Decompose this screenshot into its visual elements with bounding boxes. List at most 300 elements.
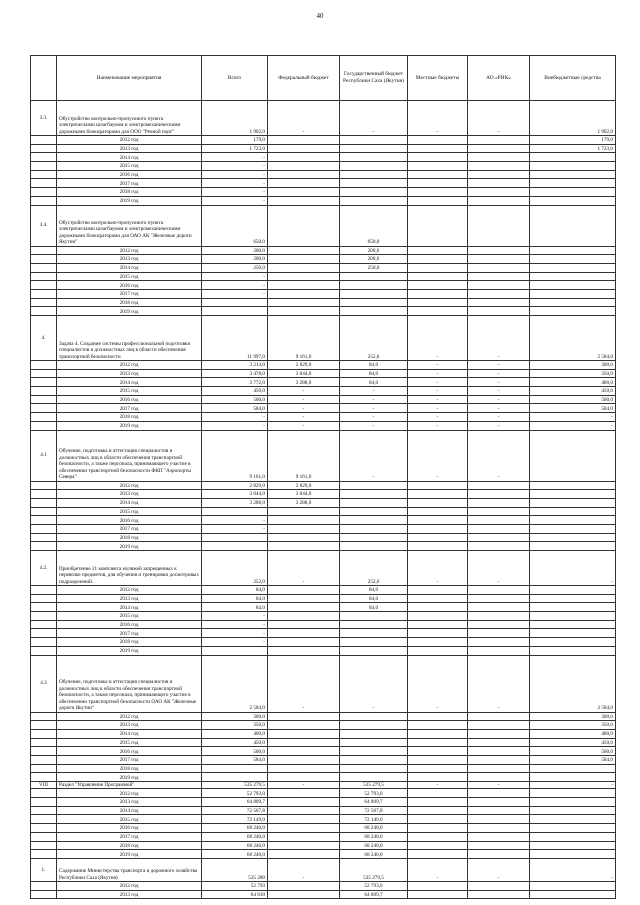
cell-rik — [468, 246, 530, 255]
cell-federal: - — [268, 101, 340, 136]
cell-federal: 3 044,0 — [268, 490, 340, 499]
header-number — [31, 56, 57, 101]
cell-rik — [468, 841, 530, 850]
cell-extra — [530, 890, 616, 899]
cell-local: - — [408, 101, 468, 136]
cell-extra: 2 584,0 — [530, 316, 616, 361]
cell-local: - — [408, 395, 468, 404]
cell-republic: 52 793,0 — [340, 789, 408, 798]
cell-republic — [340, 712, 408, 721]
year-row — [31, 890, 616, 899]
cell-total: 2 584,0 — [202, 655, 268, 712]
cell-extra — [530, 850, 616, 859]
cell-rik: - — [468, 369, 530, 378]
section-row — [31, 782, 616, 789]
cell-local: - — [408, 421, 468, 430]
cell-activity: 2013 год — [57, 721, 202, 730]
cell-activity: 2015 год — [57, 272, 202, 281]
cell-extra — [530, 798, 616, 807]
cell-extra — [530, 162, 616, 171]
cell-rik — [468, 612, 530, 621]
cell-number — [31, 413, 57, 422]
header-rik: АО «РИК» — [468, 56, 530, 101]
cell-rik — [468, 533, 530, 542]
cell-republic — [340, 136, 408, 145]
cell-total: - — [202, 524, 268, 533]
cell-activity: 2014 год — [57, 729, 202, 738]
cell-activity: 2014 год — [57, 806, 202, 815]
cell-federal — [268, 729, 340, 738]
cell-number — [31, 773, 57, 782]
cell-rik — [468, 815, 530, 824]
cell-local — [408, 246, 468, 255]
cell-extra: 500,0 — [530, 395, 616, 404]
cell-local — [408, 263, 468, 272]
cell-extra: - — [530, 421, 616, 430]
cell-total: - — [202, 413, 268, 422]
cell-extra: 400,0 — [530, 729, 616, 738]
cell-rik — [468, 162, 530, 171]
cell-republic: - — [340, 655, 408, 712]
cell-rik — [468, 524, 530, 533]
cell-local — [408, 516, 468, 525]
cell-total: 535 279,5 — [202, 782, 268, 789]
cell-local — [408, 612, 468, 621]
cell-rik — [468, 824, 530, 833]
cell-federal — [268, 170, 340, 179]
cell-federal: - — [268, 551, 340, 586]
cell-extra — [530, 603, 616, 612]
cell-number — [31, 841, 57, 850]
cell-total: 1 723,0 — [202, 144, 268, 153]
header-extra: Внебюджетные средства — [530, 56, 616, 101]
year-row — [31, 721, 616, 730]
year-row — [31, 798, 616, 807]
cell-number — [31, 638, 57, 647]
cell-federal — [268, 153, 340, 162]
cell-federal — [268, 721, 340, 730]
cell-extra — [530, 533, 616, 542]
cell-total: 52 793,0 — [202, 789, 268, 798]
cell-activity: 2012 год — [57, 586, 202, 595]
cell-activity: 2018 год — [57, 841, 202, 850]
cell-total: 84,0 — [202, 594, 268, 603]
cell-republic: 84,0 — [340, 361, 408, 370]
cell-federal: 3 288,0 — [268, 378, 340, 387]
year-row — [31, 272, 616, 281]
cell-number — [31, 764, 57, 773]
cell-rik: - — [468, 413, 530, 422]
cell-activity: 2015 год — [57, 612, 202, 621]
cell-rik — [468, 263, 530, 272]
year-row — [31, 413, 616, 422]
cell-activity: Обучение, подготовка и аттестация специалистов и должностных лиц в области обеспечения транспортной безопасности, а также персонала, принимающего участие в обеспечении транспортной безопасности ОАО АК "Железные дороги Якутии" — [57, 655, 202, 712]
cell-number — [31, 490, 57, 499]
cell-republic: 200,0 — [340, 255, 408, 264]
cell-local — [408, 498, 468, 507]
cell-total — [202, 533, 268, 542]
cell-republic: 52 793,0 — [340, 881, 408, 890]
cell-local: - — [408, 551, 468, 586]
cell-federal — [268, 832, 340, 841]
cell-republic — [340, 281, 408, 290]
cell-local — [408, 638, 468, 647]
cell-local — [408, 542, 468, 551]
year-row — [31, 281, 616, 290]
cell-republic — [340, 646, 408, 655]
cell-extra — [530, 612, 616, 621]
cell-local: - — [408, 430, 468, 481]
table-header-row — [31, 56, 616, 101]
cell-federal — [268, 144, 340, 153]
cell-rik — [468, 298, 530, 307]
cell-total: - — [202, 196, 268, 205]
cell-total: 450,0 — [202, 738, 268, 747]
cell-extra — [530, 646, 616, 655]
year-row — [31, 490, 616, 499]
cell-rik — [468, 516, 530, 525]
year-row — [31, 481, 616, 490]
cell-activity: 2014 год — [57, 603, 202, 612]
cell-federal: - — [268, 387, 340, 396]
cell-activity: 2015 год — [57, 162, 202, 171]
cell-republic — [340, 620, 408, 629]
cell-rik — [468, 850, 530, 859]
cell-federal — [268, 289, 340, 298]
cell-activity: 2012 год — [57, 789, 202, 798]
cell-activity: Обучение, подготовка и аттестация специалистов и должностных лиц в области обеспечения транспортной безопасности, а также персонала, принимающего участие в обеспечении транспортной безопасности ФКП "Аэропорты Севера" — [57, 430, 202, 481]
header-local: Местные бюджеты — [408, 56, 468, 101]
cell-rik — [468, 721, 530, 730]
cell-rik: - — [468, 378, 530, 387]
year-row — [31, 747, 616, 756]
cell-local — [408, 179, 468, 188]
year-row — [31, 612, 616, 621]
cell-federal: - — [268, 404, 340, 413]
cell-republic — [340, 498, 408, 507]
cell-total: 3 478,0 — [202, 369, 268, 378]
cell-rik — [468, 289, 530, 298]
cell-federal — [268, 205, 340, 246]
cell-rik: - — [468, 655, 530, 712]
cell-activity: 2017 год — [57, 755, 202, 764]
cell-federal — [268, 850, 340, 859]
cell-local — [408, 594, 468, 603]
cell-rik: - — [468, 316, 530, 361]
cell-republic — [340, 188, 408, 197]
cell-rik — [468, 179, 530, 188]
cell-extra — [530, 516, 616, 525]
cell-number — [31, 729, 57, 738]
cell-activity: 2017 год — [57, 289, 202, 298]
cell-total: - — [202, 629, 268, 638]
cell-activity: Раздел "Управление Программой" — [57, 782, 202, 789]
year-row — [31, 307, 616, 316]
cell-number — [31, 298, 57, 307]
cell-number — [31, 263, 57, 272]
year-row — [31, 516, 616, 525]
cell-rik — [468, 890, 530, 899]
year-row — [31, 603, 616, 612]
cell-local: - — [408, 316, 468, 361]
cell-extra — [530, 881, 616, 890]
cell-activity: Обустройство контрольно-пропускного пункта электрическими шлагбаумом и электромеханическими дорожными блокираторами для ОАО АК "Железные дороги Якутии" — [57, 205, 202, 246]
cell-republic — [340, 738, 408, 747]
cell-number — [31, 603, 57, 612]
cell-extra — [530, 806, 616, 815]
cell-number — [31, 646, 57, 655]
cell-federal: - — [268, 655, 340, 712]
year-row — [31, 361, 616, 370]
cell-extra — [530, 507, 616, 516]
cell-extra — [530, 281, 616, 290]
cell-rik — [468, 507, 530, 516]
cell-federal — [268, 638, 340, 647]
cell-number — [31, 162, 57, 171]
cell-rik — [468, 747, 530, 756]
cell-activity: 2012 год — [57, 712, 202, 721]
cell-total: 68 240,0 — [202, 841, 268, 850]
cell-extra — [530, 841, 616, 850]
cell-republic — [340, 773, 408, 782]
cell-activity: 2019 год — [57, 773, 202, 782]
cell-rik — [468, 729, 530, 738]
year-row — [31, 144, 616, 153]
cell-rik — [468, 603, 530, 612]
cell-extra — [530, 255, 616, 264]
cell-number — [31, 170, 57, 179]
cell-total: - — [202, 612, 268, 621]
cell-extra — [530, 170, 616, 179]
year-row — [31, 764, 616, 773]
cell-total: - — [202, 421, 268, 430]
cell-federal: 3 044,0 — [268, 369, 340, 378]
cell-extra: 1 902,0 — [530, 101, 616, 136]
cell-activity: 2019 год — [57, 307, 202, 316]
cell-activity: 2014 год — [57, 263, 202, 272]
year-row — [31, 246, 616, 255]
item-row — [31, 101, 616, 136]
cell-republic: 84,0 — [340, 378, 408, 387]
cell-extra — [530, 289, 616, 298]
cell-activity: 2012 год — [57, 246, 202, 255]
cell-extra: 2 584,0 — [530, 655, 616, 712]
cell-number — [31, 612, 57, 621]
cell-local — [408, 712, 468, 721]
year-row — [31, 620, 616, 629]
year-row — [31, 629, 616, 638]
cell-federal — [268, 747, 340, 756]
cell-number — [31, 136, 57, 145]
year-row — [31, 298, 616, 307]
cell-activity: 2018 год — [57, 764, 202, 773]
cell-total: 68 240,0 — [202, 850, 268, 859]
cell-extra — [530, 490, 616, 499]
cell-activity: 2019 год — [57, 421, 202, 430]
cell-rik — [468, 542, 530, 551]
cell-total: 72 567,8 — [202, 806, 268, 815]
cell-total — [202, 307, 268, 316]
cell-extra — [530, 481, 616, 490]
cell-republic — [340, 638, 408, 647]
cell-extra: - — [530, 858, 616, 881]
cell-activity: 2016 год — [57, 516, 202, 525]
cell-local: - — [408, 369, 468, 378]
cell-total: 179,0 — [202, 136, 268, 145]
cell-number — [31, 542, 57, 551]
cell-total: 3 044,0 — [202, 490, 268, 499]
cell-federal — [268, 712, 340, 721]
cell-rik: - — [468, 782, 530, 789]
cell-activity: 2017 год — [57, 179, 202, 188]
cell-rik: - — [468, 404, 530, 413]
cell-federal — [268, 507, 340, 516]
cell-republic: 68 240,0 — [340, 824, 408, 833]
cell-activity: 2018 год — [57, 188, 202, 197]
cell-local — [408, 629, 468, 638]
item-row — [31, 655, 616, 712]
cell-activity: 2018 год — [57, 298, 202, 307]
year-row — [31, 789, 616, 798]
cell-republic — [340, 153, 408, 162]
header-activity: Наименование мероприятия — [57, 56, 202, 101]
year-row — [31, 378, 616, 387]
cell-extra — [530, 773, 616, 782]
cell-federal — [268, 524, 340, 533]
year-row — [31, 387, 616, 396]
cell-activity: 2017 год — [57, 524, 202, 533]
cell-republic — [340, 481, 408, 490]
cell-rik — [468, 255, 530, 264]
cell-extra — [530, 272, 616, 281]
cell-extra: 500,0 — [530, 747, 616, 756]
cell-republic — [340, 542, 408, 551]
cell-extra — [530, 586, 616, 595]
page-number: 40 — [316, 12, 324, 20]
cell-local — [408, 205, 468, 246]
cell-local — [408, 789, 468, 798]
cell-extra — [530, 298, 616, 307]
cell-rik — [468, 764, 530, 773]
cell-local — [408, 281, 468, 290]
year-row — [31, 369, 616, 378]
cell-rik: - — [468, 101, 530, 136]
cell-rik: - — [468, 551, 530, 586]
cell-rik — [468, 620, 530, 629]
cell-total: 350,0 — [202, 721, 268, 730]
cell-total: 2 829,0 — [202, 481, 268, 490]
cell-republic: 650,0 — [340, 205, 408, 246]
cell-activity: 2012 год — [57, 361, 202, 370]
cell-extra: - — [530, 551, 616, 586]
cell-republic — [340, 179, 408, 188]
cell-federal — [268, 764, 340, 773]
cell-total: 3 772,0 — [202, 378, 268, 387]
cell-number — [31, 153, 57, 162]
cell-number — [31, 747, 57, 756]
cell-rik — [468, 196, 530, 205]
cell-republic — [340, 162, 408, 171]
cell-extra — [530, 764, 616, 773]
cell-federal: 3 288,0 — [268, 498, 340, 507]
year-row — [31, 255, 616, 264]
cell-total — [202, 542, 268, 551]
budget-table — [30, 55, 616, 899]
cell-extra: 300,0 — [530, 361, 616, 370]
cell-federal: 2 829,0 — [268, 481, 340, 490]
cell-total: 300,0 — [202, 712, 268, 721]
cell-activity: Обустройство контрольно-пропускного пункта электрическими шлагбаумом и электромеханическими дорожными блокираторами для ООО "Речной порт" — [57, 101, 202, 136]
cell-federal — [268, 603, 340, 612]
cell-total: 84,0 — [202, 603, 268, 612]
cell-local: - — [408, 404, 468, 413]
cell-republic: - — [340, 387, 408, 396]
cell-number — [31, 516, 57, 525]
cell-rik — [468, 646, 530, 655]
cell-local — [408, 881, 468, 890]
cell-activity: 2012 год — [57, 136, 202, 145]
cell-activity: 2015 год — [57, 815, 202, 824]
cell-rik — [468, 832, 530, 841]
cell-total — [202, 764, 268, 773]
cell-local: - — [408, 782, 468, 789]
cell-extra: 450,0 — [530, 738, 616, 747]
cell-local — [408, 307, 468, 316]
cell-local — [408, 144, 468, 153]
cell-federal — [268, 533, 340, 542]
cell-total: 3 288,0 — [202, 498, 268, 507]
cell-republic — [340, 612, 408, 621]
cell-rik — [468, 153, 530, 162]
cell-republic: 68 240,0 — [340, 832, 408, 841]
cell-activity: 2019 год — [57, 850, 202, 859]
cell-rik — [468, 498, 530, 507]
cell-number — [31, 188, 57, 197]
cell-activity: 2016 год — [57, 824, 202, 833]
cell-activity: 2017 год — [57, 404, 202, 413]
cell-republic: 68 240,0 — [340, 850, 408, 859]
cell-activity: 2013 год — [57, 144, 202, 153]
cell-local — [408, 815, 468, 824]
year-row — [31, 263, 616, 272]
cell-extra: - — [530, 782, 616, 789]
cell-activity: 2019 год — [57, 542, 202, 551]
cell-republic — [340, 721, 408, 730]
cell-number — [31, 850, 57, 859]
cell-federal: 2 829,0 — [268, 361, 340, 370]
cell-local — [408, 798, 468, 807]
cell-federal — [268, 516, 340, 525]
cell-local: - — [408, 655, 468, 712]
cell-number: 4.2. — [31, 551, 57, 586]
cell-republic — [340, 307, 408, 316]
cell-extra — [530, 815, 616, 824]
cell-extra: 350,0 — [530, 369, 616, 378]
cell-number — [31, 798, 57, 807]
cell-federal — [268, 881, 340, 890]
cell-rik — [468, 586, 530, 595]
cell-activity: 2018 год — [57, 413, 202, 422]
cell-rik — [468, 806, 530, 815]
year-row — [31, 881, 616, 890]
cell-extra — [530, 153, 616, 162]
cell-federal — [268, 162, 340, 171]
cell-rik — [468, 170, 530, 179]
cell-extra: 300,0 — [530, 712, 616, 721]
cell-federal — [268, 773, 340, 782]
cell-republic — [340, 629, 408, 638]
cell-activity: 2017 год — [57, 629, 202, 638]
